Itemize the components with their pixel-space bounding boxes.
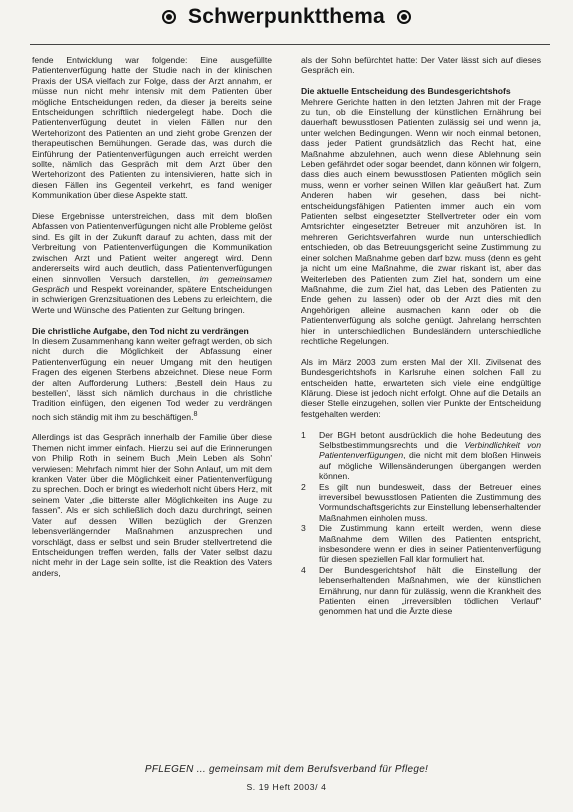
paragraph: In diesem Zusammenhang kann weiter gefragt werden, ob sich nicht durch die Möglichkeit der Abfassung einer Patientenverfügung ein neuer Umgang mit den heutigen Fragen des eigenen Sterbens abzeichnet. Diese neue Form der alten Aufforderung Luthers: ‚Bestell dein Haus zu bestellen', lässt sich nämlich durchaus in die christliche Tradition einfügen, den eigenen Tod weder zu verdrängen noch sich ständig mit ihm zu beschäftigen.$^8$ — [32, 335, 272, 422]
list-item: 3 Die Zustimmung kann erteilt werden, wenn diese Maßnahme dem Willen des Patienten entspricht, insbesondere wenn er dies in seiner Patientenverfügung für diesen speziellen Fall klar formuliert hat. — [301, 523, 541, 565]
header-divider — [30, 44, 550, 45]
list-item: 4 Der Bundesgerichtshof hält die Einstellung der lebenserhaltenden Maßnahmen, wie der künstlichen Ernährung, nur dann für zulässig, wenn die Krankheit des Patienten einen „irreversiblen tödlichen Verlauf" genommen hat und die Ärzte diese — [301, 564, 541, 617]
paragraph: fende Entwicklung war folgende: Eine ausgefüllte Patientenverfügung hatte der Studie nach in der klinischen Praxis der USA vielfach zur Folge, dass der Arzt annahm, er müsse nun nicht mehr intensiv mit dem Patienten über mögliche Entscheidungen reden, da dieser ja bereits seine Entscheidungen schriftlich niedergelegt habe. Doch die Patientenverfügung deutet in vielen Fällen nur den Wertehorizont des Patienten an und zieht grobe Grenzen der therapeutischen Bemühungen. Gerade das, was durch die Einführung der Patientenverfügungen auch erreicht werden sollte, nämlich das Gespräch mit dem Arzt über den Wertehorizont des Patienten zu intensivieren, hatte sich in diesen Fällen ins Gegenteil verkehrt, es fand weniger Kommunikation über diese Aspekte statt. — [32, 55, 272, 201]
paragraph: als der Sohn befürchtet hatte: Der Vater lässt sich auf dieses Gespräch ein. — [301, 55, 541, 76]
right-column — [301, 55, 541, 617]
paragraph: Allerdings ist das Gespräch innerhalb der Familie über diese Themen nicht immer einfach. Hierzu sei auf die Erinnerungen von Philip Roth in seinem Buch ‚Mein Leben als Sohn' verwiesen: Mehrfach nimmt hier der Sohn Anlauf, um mit dem kranken Vater über die Möglichkeit einer Patientenverfügung zu sprechen. Doch er bringt es wiederholt nicht übers Herz, mit seinem Vater „die bitterste aller Möglichkeiten ins Auge zu fassen". Als er sich schließlich doch dazu durchringt, seinen Vater auf dessen Willen bezüglich der Grenzen lebensverlängernder Maßnahmen anzusprechen und vorschlägt, dass er selbst und sein Bruder stellvertretend die Entscheidungen treffen werden, falls der Vater selbst dazu nicht mehr in der Lage sein sollte, ist die Reaktion des Vaters anders, — [32, 432, 272, 578]
list-item: 2 Es gilt nun bundesweit, dass der Betreuer eines irreversibel bewusstlosen Patienten die Zustimmung des Vormundschaftsgerichts zur Einstellung lebenserhaltender Maßnahmen einholen muss. — [301, 481, 541, 523]
numbered-list — [301, 430, 541, 617]
left-column — [32, 55, 272, 589]
section-heading: Die aktuelle Entscheidung des Bundesgerichtshofs — [301, 86, 511, 97]
section-heading: Die christliche Aufgabe, den Tod nicht zu verdrängen — [32, 325, 249, 336]
emphasis: Verbindlichkeit von Patientenverfügungen — [319, 439, 541, 461]
bullet-circle-icon — [397, 10, 411, 24]
paragraph: Diese Ergebnisse unterstreichen, dass mit dem bloßen Abfassen von Patientenverfügungen nicht alle Probleme gelöst sind. Es gilt in der Zukunft darauf zu achten, dass mit der Verbreitung von Patientenverfügungen die Kommunikation zwischen Arzt und Patient weiter angeregt wird. Denn andererseits wird auch deutlich, dass Patientenverfügungen einen sinnvollen Versuch darstellen, im gemeinsamen Gespräch und Respekt voreinander, spätere Entscheidungen in schwierigen Grenzsituationen des Lebens zu erleichtern, die Werte und Wünsche des Patienten zur Geltung bringen. — [32, 211, 273, 315]
list-item: 1 Der BGH betont ausdrücklich die hohe Bedeutung des Selbstbestimmungsrechts und die Verbindlichkeit von Patientenverfügungen, die nicht mit dem bloßen Hinweis auf mögliche Willensänderungen übergangen werden können. — [301, 429, 541, 482]
emphasis: im gemeinsamen Gespräch — [32, 273, 273, 294]
footnote-ref: 8 — [193, 409, 198, 418]
paragraph: Mehrere Gerichte hatten in den letzten Jahren mit der Frage zu tun, ob die Einstellung der künstlichen Ernährung bei dauerhaft bewusstlosen Patienten zulässig sei und wenn ja, unter welchen Bedingungen. Wenn wir noch einmal betonen, dass jeder Patient grundsätzlich das Recht hat, eine Maßnahme abzulehnen, auch wenn diese Ablehnung sein Leben gefährdet oder sogar beendet, dann können wir folgern, dass dies auch einem bewusstlosen Patienten möglich sein muss, wenn er vorher seinen Willen klar geäußert hat. Zum Anderen haben wir gesehen, dass bei nicht-entscheidungsfähigen Patienten immer auch ein vom Patienten selbst eingesetzter Stellvertreter oder ein vom Amtsrichter eingesetzter Betreuer mit anzuhören ist. In mehreren Gerichtsverfahren wurde nun unterschiedlich entschieden, ob das Betreuungsgericht seine Zustimmung zu einer solchen Maßnahme geben darf bzw. muss (denn es geht ja nicht um eine Maßnahme, die zwar riskant ist, aber das Weiterleben des Patienten zum Ziel hat, sondern um eine Maßnahme, die zum Ziel hat, das Leben des Patienten zu Ende gehen zu lassen) oder ob der Arzt dies mit den Angehörigen alleine ausmachen kann oder ob die Patientenverfügung als solche genügt. Jahrelang herrschten hier in unterschiedlichen Bundesländern unterschiedliche rechtliche Regelungen. — [301, 96, 541, 346]
paragraph: Als im März 2003 zum ersten Mal der XII. Zivilsenat des Bundesgerichtshofs in Karlsruhe einen solchen Fall zu entscheiden hatte, erwarteten sich viele eine endgültige Klärung. Diese ist jedoch nicht erfolgt. Ohne auf die Details an dieser Stelle einzugehen, sollen vier Punkte der Entscheidung festgehalten werden: — [301, 356, 541, 419]
page-number: S. 19 Heft 2003/ 4 — [246, 782, 327, 792]
bullet-circle-icon — [162, 10, 176, 24]
page-header — [0, 4, 573, 30]
page-title: Schwerpunktthema — [188, 5, 385, 28]
footer-slogan: PFLEGEN ... gemeinsam mit dem Berufsverband für Pflege! — [144, 764, 429, 775]
